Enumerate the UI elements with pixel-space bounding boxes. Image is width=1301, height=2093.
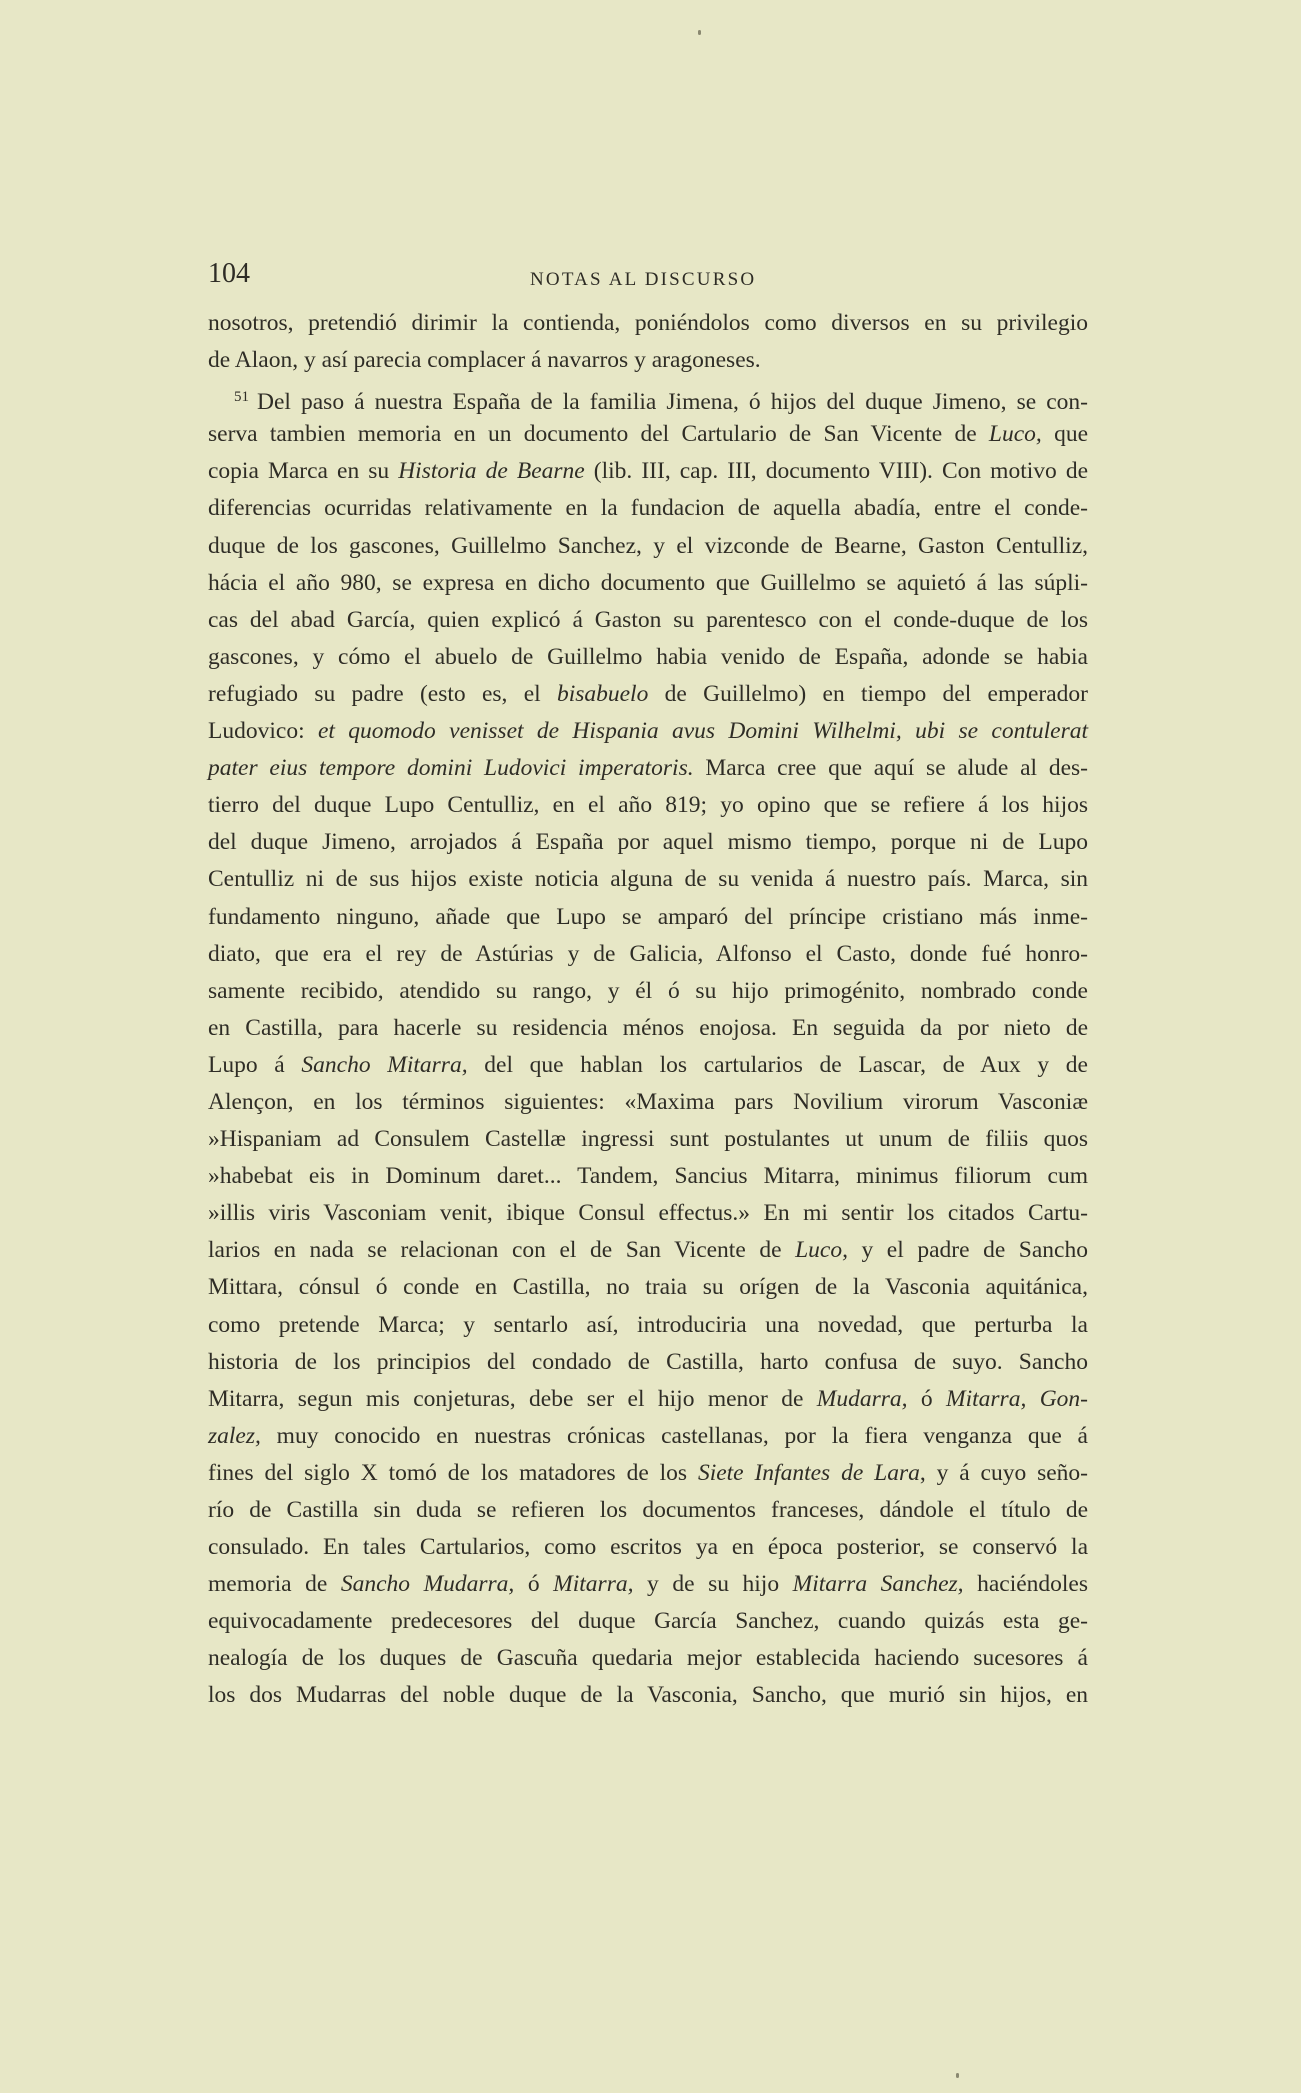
text-line	[208, 1269, 1088, 1306]
text-segment: fundamento ninguno, añade que Lupo se amparó del príncipe cristiano más inme-	[208, 903, 1088, 930]
text-line	[208, 973, 1088, 1010]
text-line	[208, 416, 1088, 453]
text-line	[208, 453, 1088, 490]
text-segment: haciéndoles	[963, 1571, 1089, 1598]
italic-text: Luco,	[988, 421, 1042, 448]
text-line	[208, 1418, 1088, 1455]
text-segment: Alençon, en los términos siguientes: «Maxima pars Novilium virorum Vasconiæ	[208, 1088, 1088, 1115]
text-segment: Mitarra, segun mis conjeturas, debe ser el hijo menor de	[208, 1385, 817, 1412]
text-line	[208, 379, 1088, 416]
text-line	[208, 750, 1088, 787]
text-segment: cas del abad García, quien explicó á Gaston su parentesco con el conde-duque de los	[208, 606, 1088, 633]
text-line	[208, 861, 1088, 898]
italic-text: et quomodo venisset de Hispania avus Domini Wilhelmi, ubi se contulerat	[317, 718, 1089, 745]
text-line	[208, 1381, 1088, 1418]
text-line	[208, 1640, 1088, 1677]
text-line	[208, 1529, 1088, 1566]
text-line	[208, 1566, 1088, 1603]
italic-text: Historia de Bearne	[398, 458, 585, 485]
text-line	[208, 1232, 1088, 1269]
text-segment: del duque Jimeno, arrojados á España por aquel mismo tiempo, porque ni de Lupo	[208, 829, 1088, 856]
text-line	[208, 899, 1088, 936]
text-segment: Ludovico:	[208, 718, 318, 745]
text-line	[208, 305, 1088, 342]
text-segment: duque de los gascones, Guillelmo Sanchez, y el vizconde de Bearne, Gaston Centulliz,	[208, 532, 1088, 559]
italic-text: Mitarra Sanchez,	[792, 1571, 964, 1598]
text-segment: en Castilla, para hacerle su residencia ménos enojosa. En seguida da por nieto de	[208, 1014, 1088, 1041]
text-line	[208, 1047, 1088, 1084]
text-segment: ó	[514, 1571, 554, 1598]
text-segment: tierro del duque Lupo Centulliz, en el año 819; yo opino que se refiere á los hijos	[208, 792, 1088, 819]
text-segment: samente recibido, atendido su rango, y él ó su hijo primogénito, nombrado conde	[208, 977, 1088, 1004]
text-segment: serva tambien memoria en un documento del Cartulario de San Vicente de	[208, 421, 989, 448]
text-line	[208, 528, 1088, 565]
text-segment: y de su hijo	[633, 1571, 793, 1598]
text-line	[208, 824, 1088, 861]
text-segment: diferencias ocurridas relativamente en la fundacion de aquella abadía, entre el conde-	[208, 495, 1088, 522]
italic-text: bisabuelo	[556, 680, 649, 707]
text-segment: ó	[907, 1385, 947, 1412]
text-line	[208, 1121, 1088, 1158]
text-segment: y el padre de Sancho	[847, 1237, 1088, 1264]
text-segment: hácia el año 980, se expresa en dicho documento que Guillelmo se aquietó á las súpli-	[208, 569, 1088, 596]
text-line	[208, 1492, 1088, 1529]
italic-text: Sancho Mudarra,	[340, 1571, 515, 1598]
text-segment: Del paso á nuestra España de la familia Jimena, ó hijos del duque Jimeno, se con-	[257, 389, 1088, 416]
italic-text: zalez,	[208, 1422, 261, 1449]
text-segment: Marca cree que aquí se alude al des-	[693, 755, 1088, 782]
text-segment: nosotros, pretendió dirimir la contienda, poniéndolos como diversos en su privilegio	[208, 310, 1088, 336]
text-line	[208, 713, 1088, 750]
text-segment: equivocadamente predecesores del duque García Sanchez, cuando quizás esta ge-	[208, 1608, 1088, 1635]
paper-speck	[956, 2073, 959, 2078]
text-segment: Centulliz ni de sus hijos existe noticia alguna de su venida á nuestro país. Marca, sin	[208, 866, 1088, 893]
page-number: 104	[208, 258, 250, 289]
text-segment: historia de los principios del condado de Castilla, harto confusa de suyo. Sancho	[208, 1348, 1088, 1375]
text-line	[208, 1158, 1088, 1195]
text-segment: de Alaon, y así parecia complacer á navarros y aragoneses.	[208, 347, 761, 374]
note-number: 51	[234, 389, 249, 406]
paper-speck	[698, 30, 701, 35]
running-head: NOTAS AL DISCURSO	[530, 269, 757, 290]
text-line	[208, 602, 1088, 639]
text-line	[208, 342, 1088, 379]
page-header	[208, 258, 1088, 298]
text-line	[208, 676, 1088, 713]
text-line	[208, 639, 1088, 676]
text-line	[208, 787, 1088, 824]
italic-text: Luco,	[795, 1237, 848, 1264]
text-segment: memoria de	[208, 1571, 341, 1598]
text-segment: río de Castilla sin duda se refieren los documentos franceses, dándole el título de	[208, 1497, 1088, 1523]
text-segment: Lupo á	[208, 1051, 302, 1078]
text-segment: Mittara, cónsul ó conde en Castilla, no traia su orígen de la Vasconia aquitánica,	[208, 1274, 1088, 1301]
text-line	[208, 1307, 1088, 1344]
text-segment: nealogía de los duques de Gascuña quedaria mejor establecida haciendo sucesores á	[208, 1645, 1088, 1672]
text-segment: (lib. III, cap. III, documento VIII). Con motivo de	[584, 458, 1088, 485]
text-segment: de Guillelmo) en tiempo del emperador	[648, 680, 1089, 707]
text-line	[208, 1603, 1088, 1640]
text-line	[208, 1084, 1088, 1121]
body-text	[208, 305, 1088, 1715]
text-segment: consulado. En tales Cartularios, como escritos ya en época posterior, se conservó la	[208, 1534, 1088, 1561]
text-line	[208, 490, 1088, 527]
text-segment: como pretende Marca; y sentarlo así, introduciria una novedad, que perturba la	[208, 1311, 1088, 1338]
text-segment: los dos Mudarras del noble duque de la Vasconia, Sancho, que murió sin hijos, en	[208, 1682, 1088, 1709]
text-line	[208, 936, 1088, 973]
text-segment: fines del siglo X tomó de los matadores de los	[208, 1459, 698, 1486]
italic-text: Sancho Mitarra,	[301, 1051, 468, 1078]
italic-text: Siete Infantes de Lara	[697, 1459, 920, 1486]
text-line	[208, 1195, 1088, 1232]
text-line	[208, 1010, 1088, 1047]
text-segment: muy conocido en nuestras crónicas castellanas, por la fiera venganza que á	[260, 1422, 1088, 1449]
text-line	[208, 1677, 1088, 1714]
text-segment: copia Marca en su	[208, 458, 399, 485]
text-line	[208, 1344, 1088, 1381]
text-segment: del que hablan los cartularios de Lascar, de Aux y de	[467, 1051, 1088, 1078]
text-segment: »Hispaniam ad Consulem Castellæ ingressi sunt postulantes ut unum de filiis quos	[208, 1126, 1088, 1153]
text-segment: larios en nada se relacionan con el de San Vicente de	[208, 1237, 796, 1264]
italic-text: Mitarra,	[553, 1571, 634, 1598]
text-segment: »illis viris Vasconiam venit, ibique Consul effectus.» En mi sentir los citados Cartu-	[208, 1200, 1088, 1227]
italic-text: Mitarra, Gon-	[946, 1385, 1088, 1412]
italic-text: pater eius tempore domini Ludovici imperatoris.	[208, 755, 694, 782]
text-line	[208, 1455, 1088, 1492]
italic-text: Mudarra,	[816, 1385, 908, 1412]
text-segment: diato, que era el rey de Astúrias y de Galicia, Alfonso el Casto, donde fué honro-	[208, 940, 1088, 967]
text-segment: refugiado su padre (esto es, el	[208, 680, 557, 707]
text-segment: que	[1041, 421, 1088, 448]
text-segment: »habebat eis in Dominum daret... Tandem, Sancius Mitarra, minimus filiorum cum	[208, 1163, 1088, 1190]
text-segment: gascones, y cómo el abuelo de Guillelmo habia venido de España, adonde se habia	[208, 643, 1088, 670]
text-segment: , y á cuyo seño-	[919, 1459, 1089, 1486]
text-line	[208, 565, 1088, 602]
